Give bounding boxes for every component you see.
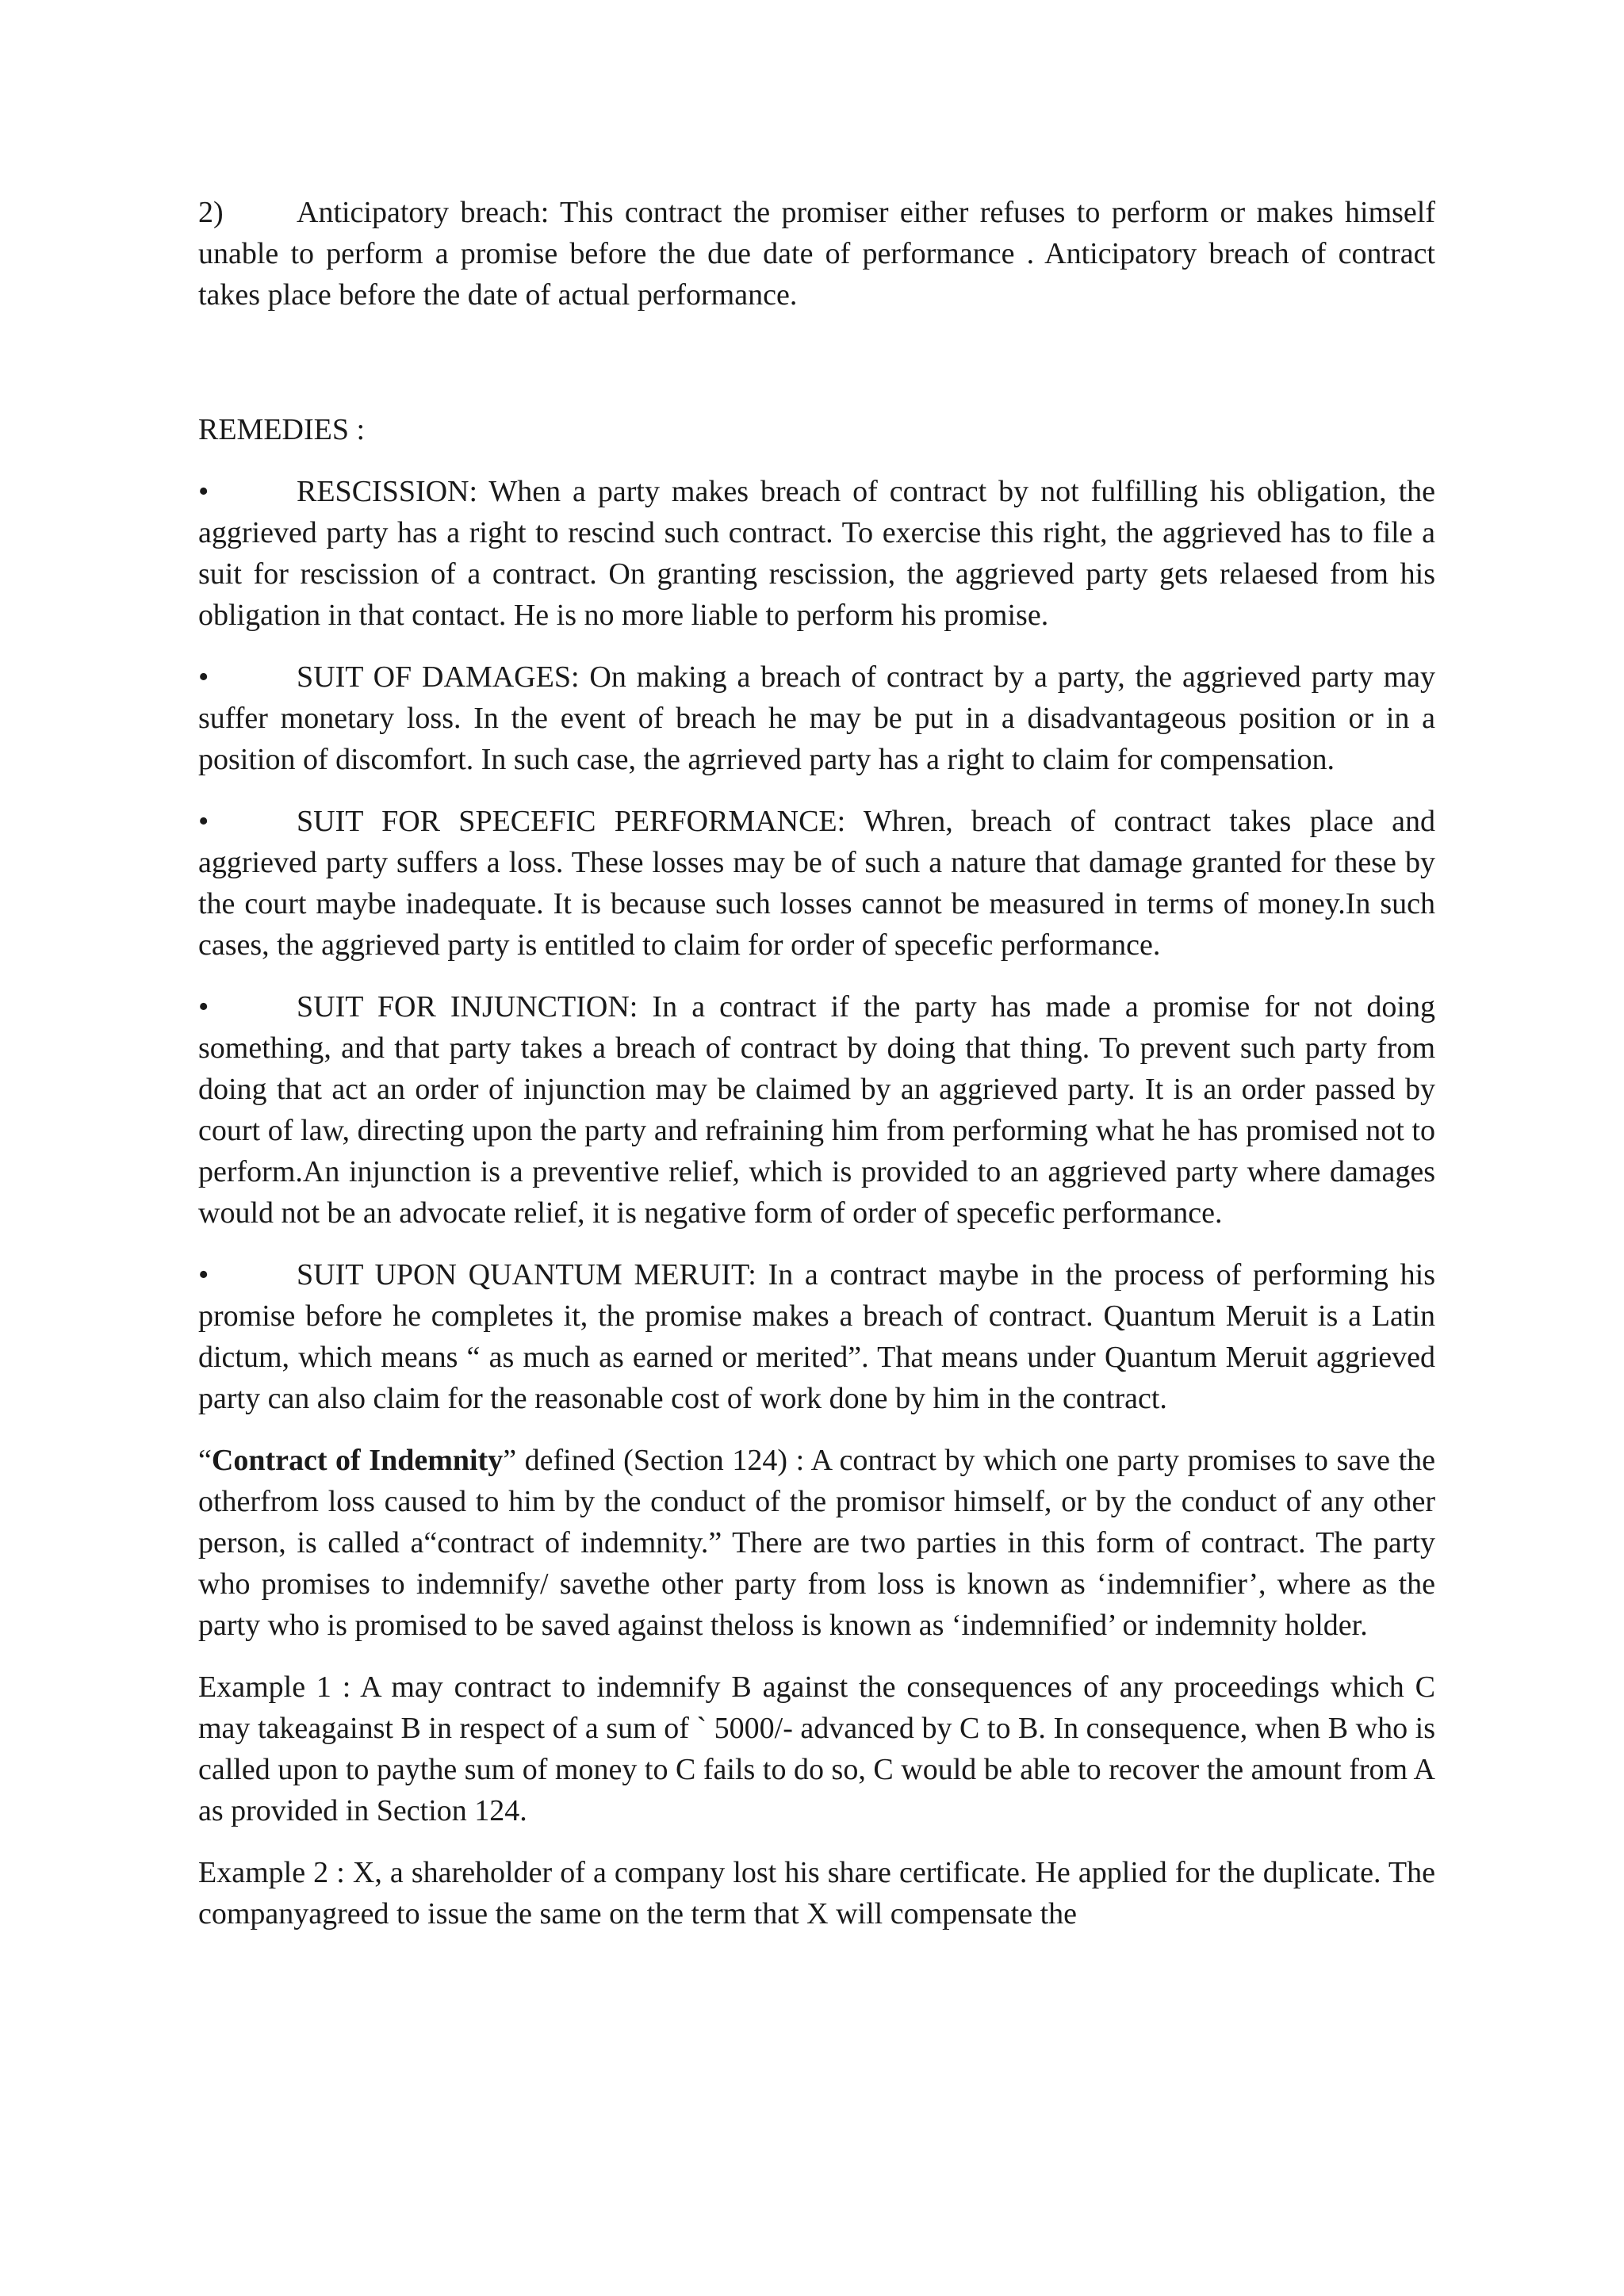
document-page [198, 192, 1435, 1955]
bullet-icon: • [198, 805, 209, 838]
remedy-damages [198, 656, 1435, 780]
example-2: Example 2 : X, a shareholder of a company lost his share certificate. He applied for the duplicate. The companyagreed to issue the same on the term that X will compensate the [198, 1856, 1435, 1931]
anticipatory-breach-paragraph [198, 192, 1435, 316]
remedy-text: RESCISSION: When a party makes breach of contract by not fulfilling his obligation, the aggrieved party has a right to rescind such contract. To exercise this right, the aggrieved has to file a suit for rescission of a contract. On granting rescission, the aggrieved party gets relaesed from his obligation in that contact. He is no more liable to perform his promise. [198, 475, 1435, 632]
item-number: 2) [198, 196, 224, 229]
indemnity-term: Contract of Indemnity [211, 1444, 504, 1477]
remedy-quantum-meruit [198, 1254, 1435, 1419]
remedy-text: SUIT UPON QUANTUM MERUIT: In a contract maybe in the process of performing his promise before he completes it, the promise makes a breach of contract. Quantum Meruit is a Latin dictum, which means “ as much as earned or merited”. That means under Quantum Meruit aggrieved party can also claim for the reasonable cost of work done by him in the contract. [198, 1258, 1435, 1415]
bullet-icon: • [198, 475, 209, 508]
remedy-rescission [198, 471, 1435, 636]
indemnity-text: ” defined (Section 124) : A contract by which one party promises to save the otherfrom loss caused to him by the conduct of the promisor himself, or by the conduct of any other person, is called a“contract of indemnity.” There are two parties in this form of contract. The party who promises to indemnify/ savethe other party from loss is known as ‘indemnifier’, where as the party who is promised to be saved against theloss is known as ‘indemnified’ or indemnity holder. [198, 1444, 1435, 1642]
remedy-injunction [198, 986, 1435, 1234]
open-quote: “ [198, 1444, 212, 1477]
bullet-icon: • [198, 990, 209, 1024]
anticipatory-breach-text: Anticipatory breach: This contract the promiser either refuses to perform or makes himself unable to perform a promise before the due date of performance . Anticipatory breach of contract takes place before the date of actual performance. [198, 196, 1435, 312]
indemnity-definition [198, 1440, 1435, 1646]
remedy-text: SUIT FOR INJUNCTION: In a contract if the party has made a promise for not doing something, and that party takes a breach of contract by doing that thing. To prevent such party from doing that act an order of injunction may be claimed by an aggrieved party. It is an order passed by court of law, directing upon the party and refraining him from performing what he has promised not to perform.An injunction is a preventive relief, which is provided to an aggrieved party where damages would not be an advocate relief, it is negative form of order of specefic performance. [198, 990, 1435, 1230]
bullet-icon: • [198, 1258, 209, 1292]
remedy-text: SUIT OF DAMAGES: On making a breach of contract by a party, the aggrieved party may suffer monetary loss. In the event of breach he may be put in a disadvantageous position or in a position of discomfort. In such case, the agrrieved party has a right to claim for compensation. [198, 660, 1435, 776]
example-1: Example 1 : A may contract to indemnify B against the consequences of any proceedings which C may takeagainst B in respect of a sum of ` 5000/- advanced by C to B. In consequence, when B who is called upon to paythe sum of money to C fails to do so, C would be able to recover the amount from A as provided in Section 124. [198, 1670, 1435, 1827]
bullet-icon: • [198, 660, 209, 694]
remedy-specific-performance [198, 801, 1435, 966]
remedies-heading: REMEDIES : [198, 413, 366, 446]
remedy-text: SUIT FOR SPECEFIC PERFORMANCE: Whren, breach of contract takes place and aggrieved party suffers a loss. These losses may be of such a nature that damage granted for these by the court maybe inadequate. It is because such losses cannot be measured in terms of money.In such cases, the aggrieved party is entitled to claim for order of specefic performance. [198, 805, 1435, 962]
